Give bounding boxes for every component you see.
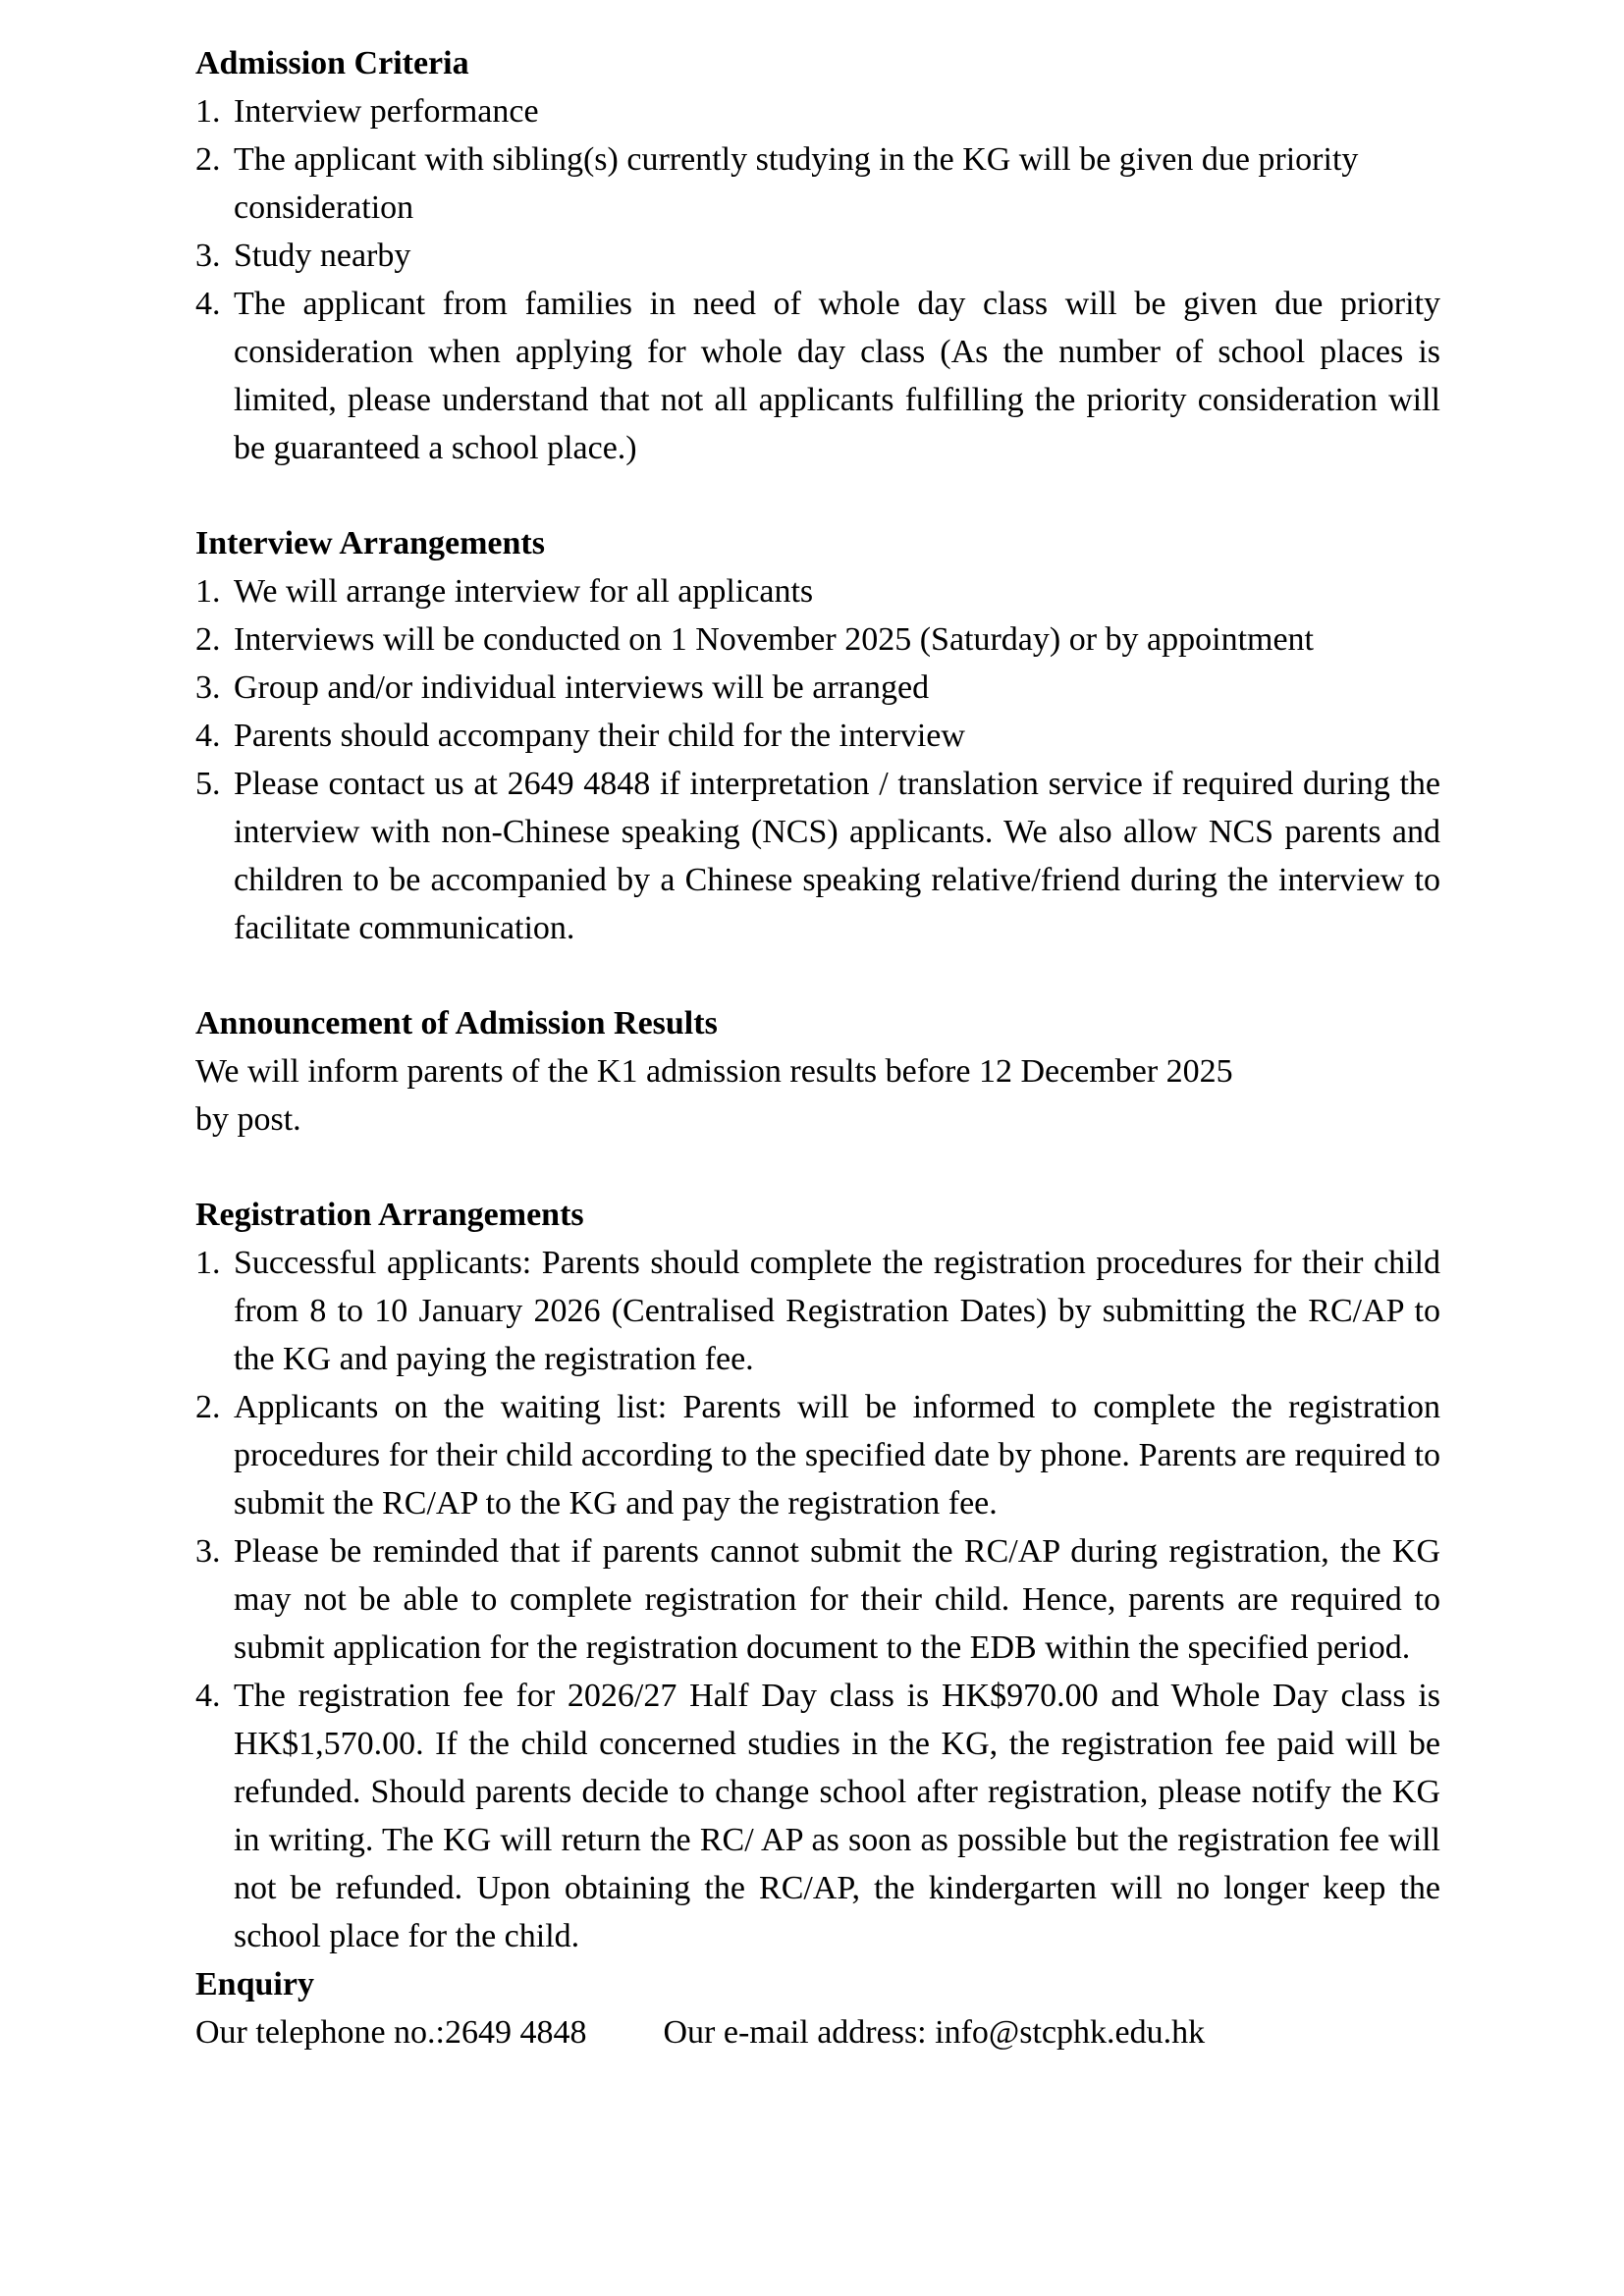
- item-number: 2.: [195, 621, 221, 658]
- contact-row: [195, 2008, 1440, 2056]
- item-number: 1.: [195, 93, 221, 130]
- announcement-text-line-1: We will inform parents of the K1 admission results before 12 December 2025: [195, 1053, 1233, 1090]
- item-text: The registration fee for 2026/27 Half Day class is HK$970.00 and Whole Day class is HK$1,570.00. If the child concerned studies in the KG, the registration fee paid will be refunded. Should parents decide to change school after registration, please notify the KG in writing. The KG will return the RC/ AP as soon as possible but the registration fee will not be refunded. Upon obtaining the RC/AP, the kindergarten will no longer keep the school place for the child.: [234, 1678, 1440, 1954]
- enquiry-heading: Enquiry: [195, 1966, 314, 2002]
- item-number: 2.: [195, 1389, 221, 1425]
- admission-criteria-section: [195, 39, 1440, 472]
- item-number: 3.: [195, 1533, 221, 1570]
- item-number: 1.: [195, 573, 221, 610]
- list-item: [195, 1527, 1440, 1672]
- registration-arrangements-section: [195, 1191, 1440, 1960]
- item-text: Parents should accompany their child for the interview: [234, 718, 965, 754]
- admission-criteria-list: [195, 87, 1440, 472]
- interview-arrangements-heading: Interview Arrangements: [195, 525, 545, 561]
- interview-arrangements-list: [195, 567, 1440, 952]
- item-number: 1.: [195, 1245, 221, 1281]
- item-text: The applicant with sibling(s) currently studying in the KG will be given due priority consideration: [234, 141, 1359, 226]
- list-item: [195, 760, 1440, 952]
- registration-arrangements-list: [195, 1239, 1440, 1960]
- item-text: Please contact us at 2649 4848 if interpretation / translation service if required during the interview with non-Chinese speaking (NCS) applicants. We also allow NCS parents and children to be accompanied by a Chinese speaking relative/friend during the interview to facilitate communication.: [234, 766, 1440, 946]
- list-item: [195, 615, 1440, 664]
- list-item: [195, 87, 1440, 135]
- item-number: 4.: [195, 1678, 221, 1714]
- item-text: Interviews will be conducted on 1 November 2025 (Saturday) or by appointment: [234, 621, 1315, 658]
- admission-criteria-heading: Admission Criteria: [195, 45, 469, 81]
- announcement-heading: Announcement of Admission Results: [195, 1005, 718, 1041]
- item-number: 5.: [195, 766, 221, 802]
- item-text: Group and/or individual interviews will be arranged: [234, 669, 930, 706]
- item-text: Please be reminded that if parents cannot submit the RC/AP during registration, the KG may not be able to complete registration for their child. Hence, parents are required to submit application for the registration document to the EDB within the specified period.: [234, 1533, 1440, 1666]
- list-item: [195, 567, 1440, 615]
- list-item: [195, 232, 1440, 280]
- telephone-number: Our telephone no.:2649 4848: [195, 2014, 587, 2051]
- item-number: 4.: [195, 286, 221, 322]
- enquiry-section: [195, 1960, 1440, 2056]
- item-text: Successful applicants: Parents should complete the registration procedures for their child from 8 to 10 January 2026 (Centralised Registration Dates) by submitting the RC/AP to the KG and paying the registration fee.: [234, 1245, 1440, 1377]
- item-text: Applicants on the waiting list: Parents will be informed to complete the registration procedures for their child according to the specified date by phone. Parents are required to submit the RC/AP to the KG and pay the registration fee.: [234, 1389, 1440, 1522]
- item-number: 3.: [195, 238, 221, 274]
- list-item: [195, 664, 1440, 712]
- list-item: [195, 1672, 1440, 1960]
- announcement-text-line-2: by post.: [195, 1101, 301, 1138]
- list-item: [195, 280, 1440, 472]
- list-item: [195, 1239, 1440, 1383]
- list-item: [195, 1383, 1440, 1527]
- item-number: 2.: [195, 141, 221, 178]
- item-text: The applicant from families in need of whole day class will be given due priority consideration when applying for whole day class (As the number of school places is limited, please understand that not all applicants fulfilling the priority consideration will be guaranteed a school place.): [234, 286, 1440, 466]
- document-page: [195, 39, 1440, 2056]
- list-item: [195, 712, 1440, 760]
- registration-arrangements-heading: Registration Arrangements: [195, 1197, 584, 1233]
- item-text: We will arrange interview for all applicants: [234, 573, 814, 610]
- item-text: Interview performance: [234, 93, 539, 130]
- item-number: 3.: [195, 669, 221, 706]
- announcement-section: [195, 999, 1440, 1144]
- item-text: Study nearby: [234, 238, 411, 274]
- list-item: [195, 135, 1440, 232]
- item-number: 4.: [195, 718, 221, 754]
- interview-arrangements-section: [195, 519, 1440, 952]
- email-address: Our e-mail address: info@stcphk.edu.hk: [663, 2014, 1206, 2051]
